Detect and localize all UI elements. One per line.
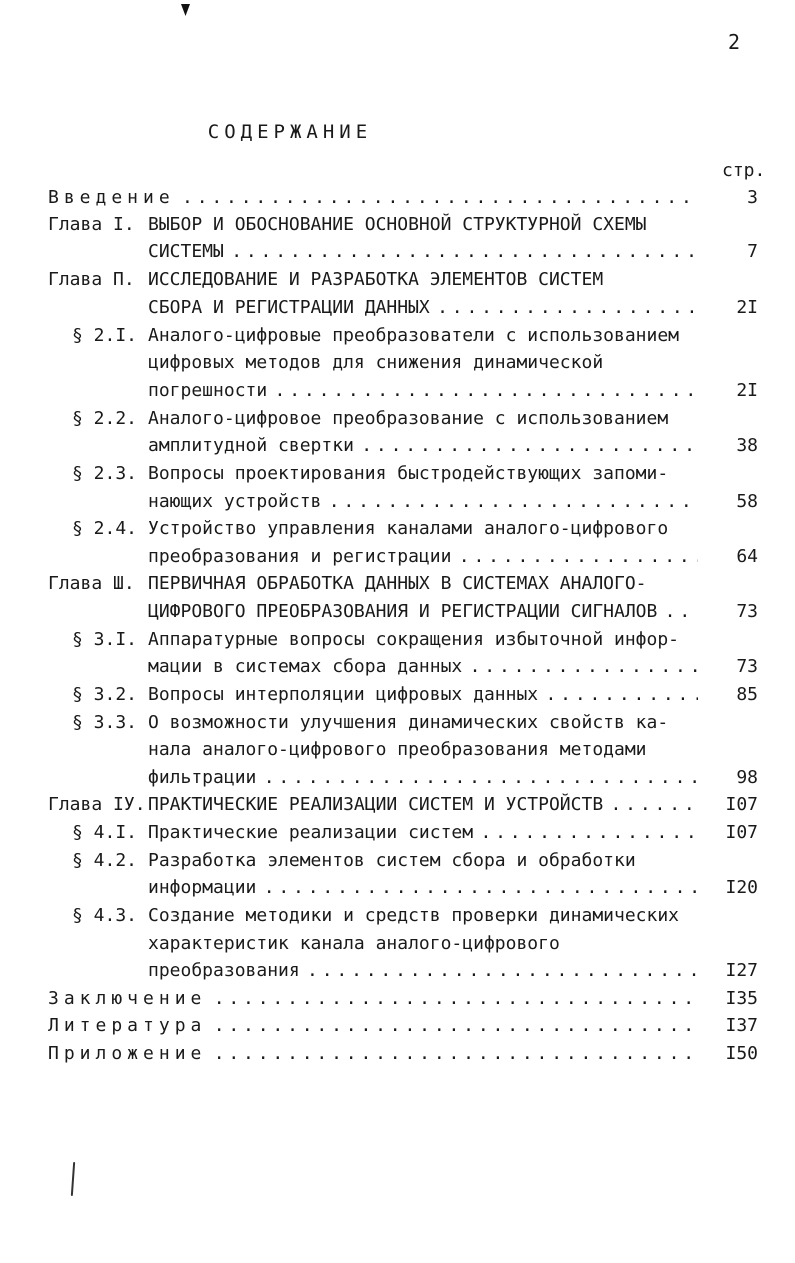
toc-entry [0, 653, 795, 680]
toc-entry-title: Аналого-цифровое преобразование с использованием [148, 408, 669, 429]
toc-entry-page: 58 [736, 491, 758, 512]
toc-entry-number: § 3.2. [72, 684, 138, 705]
toc-entry [0, 626, 795, 653]
toc-entry [0, 322, 795, 349]
toc-entry-title: Введение . . . [48, 184, 698, 211]
toc-entry-number: § 2.4. [72, 518, 138, 539]
toc-entry-page: I37 [725, 1015, 758, 1036]
toc-entry [0, 543, 795, 570]
toc-entry-title: преобразования и регистрации . . . [148, 543, 698, 570]
toc-entry-title: СИСТЕМЫ . . . [148, 238, 698, 265]
toc-entry-number: Глава I. [48, 214, 135, 235]
toc-entry-number: Глава П. [48, 269, 135, 290]
toc-entry-title: Аналого-цифровые преобразователи с использованием [148, 325, 680, 346]
toc-entry-page: I35 [725, 988, 758, 1009]
toc-entry [0, 736, 795, 763]
toc-entry-number: Глава Ш. [48, 573, 135, 594]
toc-entry-title: погрешности . . . [148, 377, 698, 404]
toc-entry-page: I27 [725, 960, 758, 981]
toc-entry [0, 1012, 795, 1039]
toc-entry-title: ИССЛЕДОВАНИЕ И РАЗРАБОТКА ЭЛЕМЕНТОВ СИСТЕМ [148, 269, 604, 290]
toc-entry [0, 432, 795, 459]
toc-entry-number: § 3.3. [72, 712, 138, 733]
toc-entry [0, 349, 795, 376]
toc-entry [0, 709, 795, 736]
toc-entry-number: § 2.2. [72, 408, 138, 429]
toc-entry-title: Вопросы проектирования быстродействующих запоми- [148, 463, 669, 484]
toc-entry-title: амплитудной свертки . . . [148, 432, 698, 459]
toc-entry-number: § 4.3. [72, 905, 138, 926]
toc-entry-number: Глава IУ. [48, 794, 146, 815]
toc-entry-title: фильтрации . . . [148, 764, 698, 791]
toc-entry-title: характеристик канала аналого-цифрового [148, 933, 560, 954]
toc-entry [0, 985, 795, 1012]
toc-entry-page: I07 [725, 822, 758, 843]
toc-entry-title: Вопросы интерполяции цифровых данных . . . [148, 681, 698, 708]
toc-entry-title: Устройство управления каналами аналого-цифрового [148, 518, 669, 539]
page-title: СОДЕРЖАНИЕ [207, 121, 373, 143]
toc-entry-title: Заключение . . . [48, 985, 698, 1012]
toc-entry [0, 488, 795, 515]
toc-entry [0, 1040, 795, 1067]
toc-entry-title: О возможности улучшения динамических свойств ка- [148, 712, 669, 733]
toc-entry-number: § 3.I. [72, 629, 138, 650]
toc-entry [0, 819, 795, 846]
toc-entry-title: ВЫБОР И ОБОСНОВАНИЕ ОСНОВНОЙ СТРУКТУРНОЙ СХЕМЫ [148, 214, 647, 235]
toc-entry-title: преобразования . . . [148, 957, 698, 984]
page-number: 2 [728, 30, 741, 54]
toc-entry-title: Практические реализации систем . . . [148, 819, 698, 846]
toc-entry [0, 294, 795, 321]
toc-entry-title: нающих устройств . . . [148, 488, 698, 515]
toc-entry-number: § 2.3. [72, 463, 138, 484]
toc-entry [0, 874, 795, 901]
page-column-label: стр. [722, 160, 766, 181]
toc-entry [0, 598, 795, 625]
toc-entry-page: 73 [736, 656, 758, 677]
toc-entry-title: СБОРА И РЕГИСТРАЦИИ ДАННЫХ . . . [148, 294, 698, 321]
toc-entry-title: Литература . . . [48, 1012, 698, 1039]
toc-entry-title: нала аналого-цифрового преобразования методами [148, 739, 647, 760]
toc-entry [0, 211, 795, 238]
toc-entry-page: I50 [725, 1043, 758, 1064]
toc-entry [0, 791, 795, 818]
toc-entry [0, 266, 795, 293]
toc-entry-title: ЦИФРОВОГО ПРЕОБРАЗОВАНИЯ И РЕГИСТРАЦИИ СИГНАЛОВ . . . [148, 598, 698, 625]
toc-entry [0, 902, 795, 929]
toc-entry [0, 847, 795, 874]
toc-entry-title: Аппаратурные вопросы сокращения избыточной инфор- [148, 629, 680, 650]
toc-entry-page: 38 [736, 435, 758, 456]
toc-entry [0, 957, 795, 984]
toc-entry-title: цифровых методов для снижения динамической [148, 352, 604, 373]
toc-entry-title: Создание методики и средств проверки динамических [148, 905, 680, 926]
toc-entry-title: ПРАКТИЧЕСКИЕ РЕАЛИЗАЦИИ СИСТЕМ И УСТРОЙСТВ . . . [148, 791, 698, 818]
toc-entry-page: 2I [736, 380, 758, 401]
toc-entry-page: 85 [736, 684, 758, 705]
toc-entry [0, 764, 795, 791]
toc-entry [0, 377, 795, 404]
toc-entry-page: I20 [725, 877, 758, 898]
toc-entry-number: § 2.I. [72, 325, 138, 346]
toc-entry-title: Приложение . . . [48, 1040, 698, 1067]
toc-entry-title: мации в системах сбора данных . . . [148, 653, 698, 680]
toc-entry [0, 515, 795, 542]
toc-entry-title: информации . . . [148, 874, 698, 901]
toc-entry-page: 3 [747, 187, 758, 208]
toc-entry [0, 681, 795, 708]
toc-entry [0, 930, 795, 957]
toc-entry [0, 570, 795, 597]
toc-entry-page: I07 [725, 794, 758, 815]
toc-entry-number: § 4.I. [72, 822, 138, 843]
toc-entry-page: 64 [736, 546, 758, 567]
toc-entry-page: 7 [747, 241, 758, 262]
toc-entry [0, 184, 795, 211]
toc-entry-title: Разработка элементов систем сбора и обработки [148, 850, 636, 871]
scan-artifact-stroke [71, 1162, 75, 1196]
toc-entry-page: 73 [736, 601, 758, 622]
toc-entry [0, 238, 795, 265]
toc-entry-page: 98 [736, 767, 758, 788]
scan-artifact-mark [181, 4, 190, 16]
toc-entry-title: ПЕРВИЧНАЯ ОБРАБОТКА ДАННЫХ В СИСТЕМАХ АНАЛОГО- [148, 573, 647, 594]
toc-entry-number: § 4.2. [72, 850, 138, 871]
toc-entry [0, 460, 795, 487]
toc-entry [0, 405, 795, 432]
toc-entry-page: 2I [736, 297, 758, 318]
